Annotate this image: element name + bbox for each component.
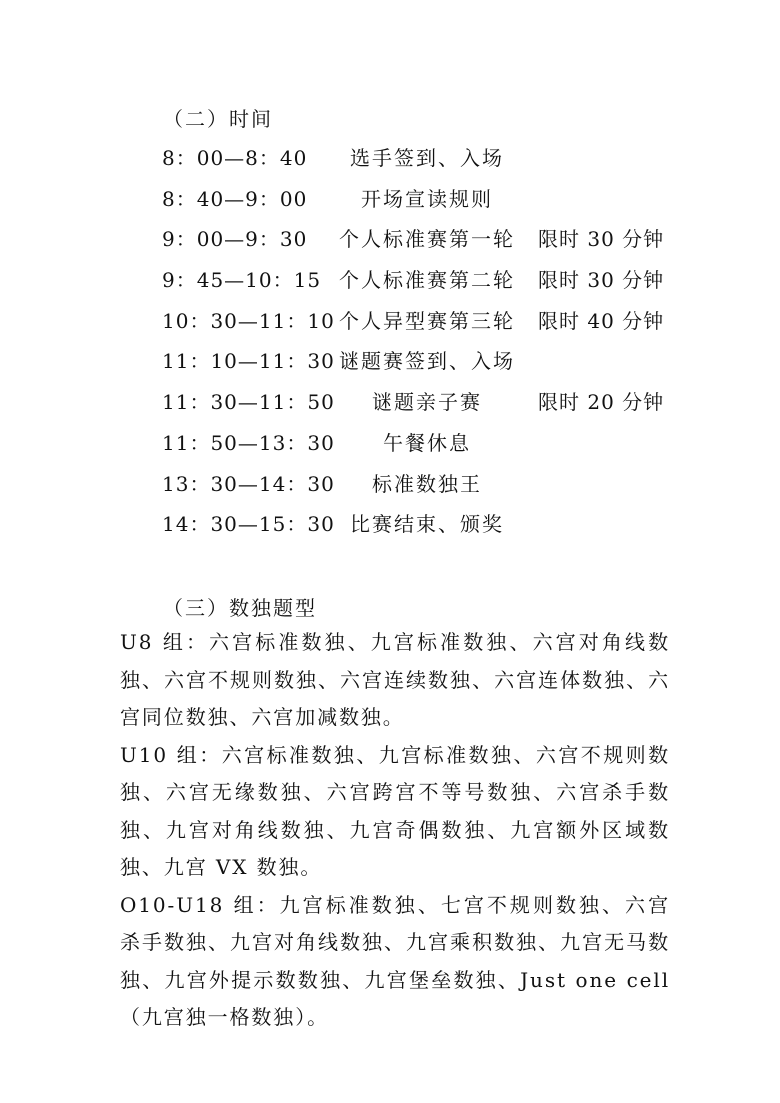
group-entry xyxy=(120,737,670,887)
schedule-time: 8：40—9：00 xyxy=(162,186,308,211)
group-entry xyxy=(120,624,670,737)
group-entry xyxy=(120,887,670,1037)
schedule-time: 11：50—13：30 xyxy=(162,430,335,455)
schedule-time: 10：30—11：10 xyxy=(162,308,335,333)
schedule-event: 选手签到、入场 xyxy=(350,146,504,170)
schedule-row xyxy=(162,508,762,549)
schedule-row xyxy=(162,305,762,346)
group-description: U10 组：六宫标准数独、九宫标准数独、六宫不规则数独、六宫无缘数独、六宫跨宫不等号数独、六宫杀手数独、九宫对角线数独、九宫奇偶数独、九宫额外区域数独、九宫 VX 数独。 xyxy=(120,742,670,879)
schedule-time: 14：30—15：30 xyxy=(162,512,335,537)
schedule-event: 谜题亲子赛 xyxy=(372,390,482,415)
schedule-event: 开场宣读规则 xyxy=(361,186,493,211)
schedule-row xyxy=(162,264,762,305)
schedule-event: 个人标准赛第二轮 xyxy=(339,268,515,293)
schedule-event: 比赛结束、颁奖 xyxy=(350,512,504,537)
schedule-event: 午餐休息 xyxy=(383,430,471,455)
group-description: U8 组：六宫标准数独、九宫标准数独、六宫对角线数独、六宫不规则数独、六宫连续数独、六宫连体数独、六宫同位数独、六宫加减数独。 xyxy=(120,630,670,729)
schedule-row xyxy=(162,427,762,468)
schedule-list xyxy=(162,142,762,549)
schedule-event: 谜题赛签到、入场 xyxy=(339,349,515,374)
time-section-heading: （二）时间 xyxy=(163,107,273,131)
schedule-event: 标准数独王 xyxy=(372,471,482,496)
schedule-event: 个人异型赛第三轮 xyxy=(339,308,515,333)
schedule-time: 13：30—14：30 xyxy=(162,471,335,496)
schedule-time: 8：00—8：40 xyxy=(162,146,308,170)
sudoku-types-heading: （三）数独题型 xyxy=(163,596,317,620)
schedule-time: 9：00—9：30 xyxy=(162,227,308,252)
schedule-row xyxy=(162,142,762,183)
schedule-row xyxy=(162,223,762,264)
schedule-row xyxy=(162,345,762,386)
schedule-time: 9：45—10：15 xyxy=(162,268,322,293)
schedule-row xyxy=(162,183,762,224)
schedule-row xyxy=(162,386,762,427)
schedule-time: 11：10—11：30 xyxy=(162,349,335,374)
schedule-limit: 限时 30 分钟 xyxy=(538,268,665,293)
schedule-limit: 限时 20 分钟 xyxy=(538,390,665,415)
schedule-limit: 限时 40 分钟 xyxy=(538,308,665,333)
schedule-limit: 限时 30 分钟 xyxy=(538,227,665,252)
schedule-time: 11：30—11：50 xyxy=(162,390,335,415)
group-description: O10-U18 组：九宫标准数独、七宫不规则数独、六宫杀手数独、九宫对角线数独、九宫乘积数独、九宫无马数独、九宫外提示数数独、九宫堡垒数独、Just one cell（九宫独一格数独）。 xyxy=(120,892,670,1029)
sudoku-groups xyxy=(120,624,670,1037)
schedule-event: 个人标准赛第一轮 xyxy=(339,227,515,252)
schedule-row xyxy=(162,468,762,509)
